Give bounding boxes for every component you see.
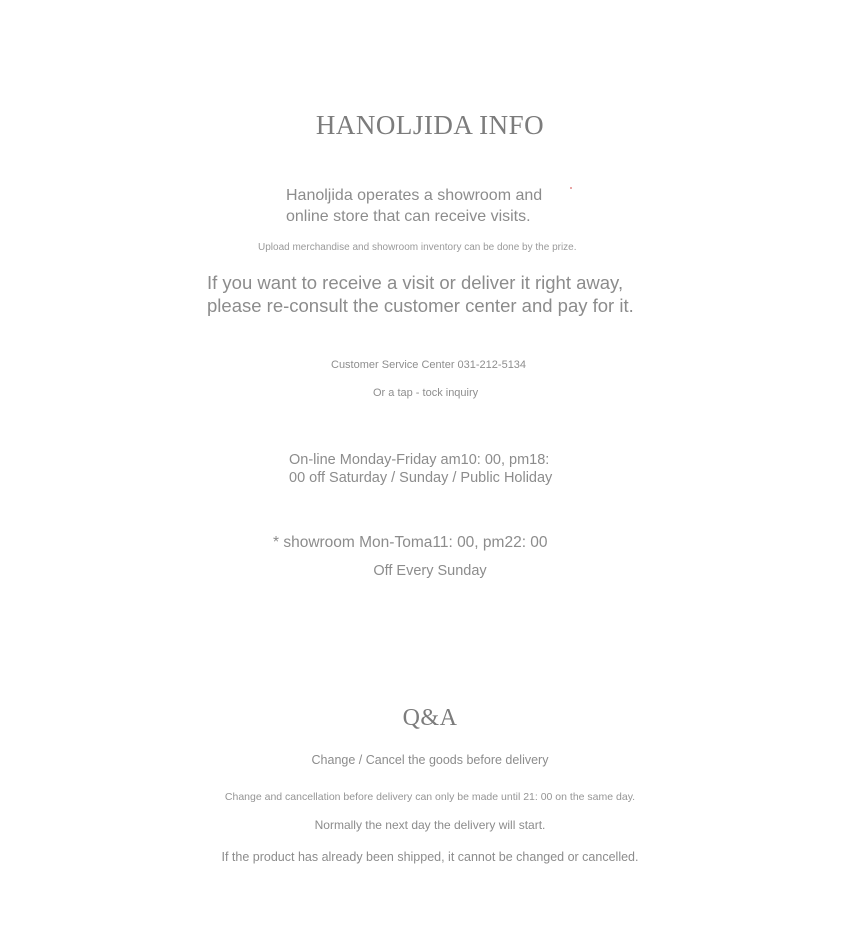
decorative-dot <box>570 187 572 189</box>
intro-line-2: online store that can receive visits. <box>286 208 531 225</box>
tap-inquiry: Or a tap - tock inquiry <box>373 387 479 399</box>
customer-service-phone: Customer Service Center 031-212-5134 <box>331 359 527 371</box>
intro-line-1: Hanoljida operates a showroom and <box>286 187 543 204</box>
qa-title: Q&A <box>402 705 458 731</box>
info-title: HANOLJIDA INFO <box>315 110 545 140</box>
online-hours-line-1: On-line Monday-Friday am10: 00, pm18: <box>289 452 550 468</box>
showroom-off-day: Off Every Sunday <box>373 563 487 579</box>
visit-line-2: please re-consult the customer center and pay for it. <box>207 295 634 316</box>
qa-note-shipped: If the product has already been shipped, it cannot be changed or cancelled. <box>221 850 639 864</box>
qa-note-next-day: Normally the next day the delivery will start. <box>314 818 546 832</box>
showroom-hours: * showroom Mon-Toma11: 00, pm22: 00 <box>273 534 548 551</box>
visit-line-1: If you want to receive a visit or deliver it right away, <box>207 272 624 293</box>
upload-note: Upload merchandise and showroom inventory can be done by the prize. <box>258 242 577 253</box>
qa-note-cutoff: Change and cancellation before delivery can only be made until 21: 00 on the same day. <box>224 791 636 803</box>
online-hours-line-2: 00 off Saturday / Sunday / Public Holiday <box>289 470 553 486</box>
qa-heading: Change / Cancel the goods before delivery <box>311 753 549 767</box>
